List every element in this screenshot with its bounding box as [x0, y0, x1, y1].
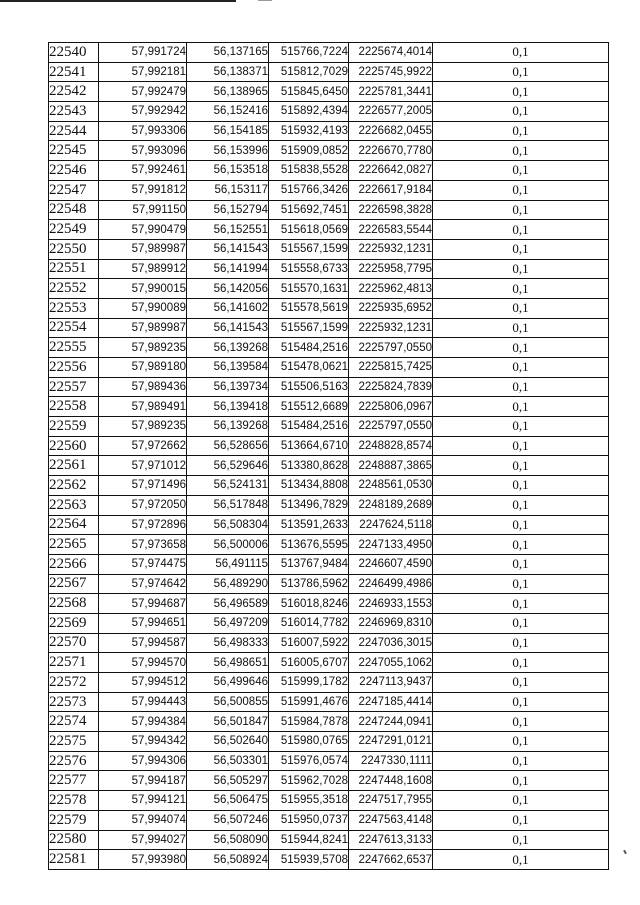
value-cell: 0,1 — [433, 436, 609, 456]
point-id-cell: 22555 — [49, 338, 99, 358]
table-row — [49, 633, 609, 653]
y-coordinate-cell: 2225806,0967 — [349, 397, 433, 417]
value-cell: 0,1 — [433, 298, 609, 318]
point-id-cell: 22552 — [49, 279, 99, 299]
x-coordinate-cell: 515909,0852 — [269, 141, 349, 161]
point-id-cell: 22580 — [49, 830, 99, 850]
longitude-cell: 56,153117 — [187, 180, 269, 200]
value-cell: 0,1 — [433, 180, 609, 200]
longitude-cell: 56,506475 — [187, 791, 269, 811]
point-id-cell: 22559 — [49, 417, 99, 437]
latitude-cell: 57,989180 — [99, 358, 187, 378]
longitude-cell: 56,505297 — [187, 771, 269, 791]
y-coordinate-cell: 2225797,0550 — [349, 417, 433, 437]
y-coordinate-cell: 2225932,1231 — [349, 318, 433, 338]
value-cell: 0,1 — [433, 633, 609, 653]
y-coordinate-cell: 2246499,4986 — [349, 574, 433, 594]
point-id-cell: 22576 — [49, 751, 99, 771]
latitude-cell: 57,994187 — [99, 771, 187, 791]
table-row — [49, 62, 609, 82]
point-id-cell: 22572 — [49, 673, 99, 693]
y-coordinate-cell: 2225815,7425 — [349, 358, 433, 378]
x-coordinate-cell: 515506,5163 — [269, 377, 349, 397]
y-coordinate-cell: 2225674,4014 — [349, 43, 433, 63]
y-coordinate-cell: 2247662,6537 — [349, 850, 433, 870]
longitude-cell: 56,496589 — [187, 594, 269, 614]
x-coordinate-cell: 513664,6710 — [269, 436, 349, 456]
value-cell: 0,1 — [433, 239, 609, 259]
longitude-cell: 56,501847 — [187, 712, 269, 732]
top-border-line — [0, 0, 236, 2]
value-cell: 0,1 — [433, 771, 609, 791]
latitude-cell: 57,992942 — [99, 102, 187, 122]
y-coordinate-cell: 2247330,1111 — [349, 751, 433, 771]
value-cell: 0,1 — [433, 732, 609, 752]
y-coordinate-cell: 2248189,2689 — [349, 495, 433, 515]
table-row — [49, 397, 609, 417]
point-id-cell: 22566 — [49, 554, 99, 574]
table-row — [49, 554, 609, 574]
x-coordinate-cell: 515692,7451 — [269, 200, 349, 220]
value-cell: 0,1 — [433, 121, 609, 141]
y-coordinate-cell: 2226583,5544 — [349, 220, 433, 240]
x-coordinate-cell: 515999,1782 — [269, 673, 349, 693]
longitude-cell: 56,139418 — [187, 397, 269, 417]
y-coordinate-cell: 2225797,0550 — [349, 338, 433, 358]
point-id-cell: 22564 — [49, 515, 99, 535]
latitude-cell: 57,994587 — [99, 633, 187, 653]
longitude-cell: 56,503301 — [187, 751, 269, 771]
x-coordinate-cell: 515478,0621 — [269, 358, 349, 378]
value-cell: 0,1 — [433, 810, 609, 830]
value-cell: 0,1 — [433, 850, 609, 870]
point-id-cell: 22558 — [49, 397, 99, 417]
longitude-cell: 56,153518 — [187, 161, 269, 181]
latitude-cell: 57,994570 — [99, 653, 187, 673]
value-cell: 0,1 — [433, 279, 609, 299]
latitude-cell: 57,992479 — [99, 82, 187, 102]
point-id-cell: 22571 — [49, 653, 99, 673]
point-id-cell: 22550 — [49, 239, 99, 259]
longitude-cell: 56,491115 — [187, 554, 269, 574]
y-coordinate-cell: 2225958,7795 — [349, 259, 433, 279]
latitude-cell: 57,994074 — [99, 810, 187, 830]
point-id-cell: 22549 — [49, 220, 99, 240]
value-cell: 0,1 — [433, 397, 609, 417]
point-id-cell: 22547 — [49, 180, 99, 200]
top-border-mark — [258, 0, 272, 1]
value-cell: 0,1 — [433, 495, 609, 515]
x-coordinate-cell: 515939,5708 — [269, 850, 349, 870]
x-coordinate-cell: 515570,1631 — [269, 279, 349, 299]
table-row — [49, 692, 609, 712]
value-cell: 0,1 — [433, 43, 609, 63]
value-cell: 0,1 — [433, 456, 609, 476]
latitude-cell: 57,992461 — [99, 161, 187, 181]
latitude-cell: 57,993306 — [99, 121, 187, 141]
value-cell: 0,1 — [433, 200, 609, 220]
value-cell: 0,1 — [433, 830, 609, 850]
longitude-cell: 56,138965 — [187, 82, 269, 102]
x-coordinate-cell: 516018,8246 — [269, 594, 349, 614]
table-row — [49, 338, 609, 358]
point-id-cell: 22570 — [49, 633, 99, 653]
value-cell: 0,1 — [433, 535, 609, 555]
x-coordinate-cell: 515838,5528 — [269, 161, 349, 181]
x-coordinate-cell: 515484,2516 — [269, 338, 349, 358]
latitude-cell: 57,974475 — [99, 554, 187, 574]
latitude-cell: 57,994443 — [99, 692, 187, 712]
point-id-cell: 22553 — [49, 298, 99, 318]
point-id-cell: 22546 — [49, 161, 99, 181]
latitude-cell: 57,993096 — [99, 141, 187, 161]
latitude-cell: 57,991812 — [99, 180, 187, 200]
value-cell: 0,1 — [433, 62, 609, 82]
x-coordinate-cell: 515766,3426 — [269, 180, 349, 200]
x-coordinate-cell: 515512,6689 — [269, 397, 349, 417]
y-coordinate-cell: 2226577,2005 — [349, 102, 433, 122]
value-cell: 0,1 — [433, 613, 609, 633]
longitude-cell: 56,508304 — [187, 515, 269, 535]
longitude-cell: 56,152794 — [187, 200, 269, 220]
value-cell: 0,1 — [433, 338, 609, 358]
latitude-cell: 57,994512 — [99, 673, 187, 693]
y-coordinate-cell: 2225932,1231 — [349, 239, 433, 259]
point-id-cell: 22556 — [49, 358, 99, 378]
longitude-cell: 56,141994 — [187, 259, 269, 279]
point-id-cell: 22569 — [49, 613, 99, 633]
y-coordinate-cell: 2247613,3133 — [349, 830, 433, 850]
table-row — [49, 141, 609, 161]
y-coordinate-cell: 2248828,8574 — [349, 436, 433, 456]
longitude-cell: 56,507246 — [187, 810, 269, 830]
y-coordinate-cell: 2226670,7780 — [349, 141, 433, 161]
latitude-cell: 57,992181 — [99, 62, 187, 82]
table-row — [49, 161, 609, 181]
point-id-cell: 22579 — [49, 810, 99, 830]
y-coordinate-cell: 2225781,3441 — [349, 82, 433, 102]
y-coordinate-cell: 2225935,6952 — [349, 298, 433, 318]
latitude-cell: 57,990015 — [99, 279, 187, 299]
longitude-cell: 56,502640 — [187, 732, 269, 752]
point-id-cell: 22548 — [49, 200, 99, 220]
table-row — [49, 43, 609, 63]
scan-mark — [623, 850, 627, 854]
point-id-cell: 22565 — [49, 535, 99, 555]
value-cell: 0,1 — [433, 712, 609, 732]
latitude-cell: 57,971496 — [99, 476, 187, 496]
x-coordinate-cell: 515984,7878 — [269, 712, 349, 732]
x-coordinate-cell: 515976,0574 — [269, 751, 349, 771]
table-row — [49, 712, 609, 732]
x-coordinate-cell: 515578,5619 — [269, 298, 349, 318]
latitude-cell: 57,994306 — [99, 751, 187, 771]
value-cell: 0,1 — [433, 220, 609, 240]
latitude-cell: 57,994342 — [99, 732, 187, 752]
value-cell: 0,1 — [433, 102, 609, 122]
table-row — [49, 318, 609, 338]
longitude-cell: 56,524131 — [187, 476, 269, 496]
table-row — [49, 358, 609, 378]
table-row — [49, 830, 609, 850]
table-row — [49, 751, 609, 771]
longitude-cell: 56,508924 — [187, 850, 269, 870]
latitude-cell: 57,991724 — [99, 43, 187, 63]
point-id-cell: 22581 — [49, 850, 99, 870]
value-cell: 0,1 — [433, 476, 609, 496]
y-coordinate-cell: 2225962,4813 — [349, 279, 433, 299]
table-row — [49, 220, 609, 240]
latitude-cell: 57,991150 — [99, 200, 187, 220]
longitude-cell: 56,517848 — [187, 495, 269, 515]
y-coordinate-cell: 2247055,1062 — [349, 653, 433, 673]
latitude-cell: 57,994687 — [99, 594, 187, 614]
point-id-cell: 22560 — [49, 436, 99, 456]
point-id-cell: 22551 — [49, 259, 99, 279]
table-row — [49, 436, 609, 456]
table-row — [49, 732, 609, 752]
value-cell: 0,1 — [433, 574, 609, 594]
x-coordinate-cell: 515955,3518 — [269, 791, 349, 811]
longitude-cell: 56,138371 — [187, 62, 269, 82]
y-coordinate-cell: 2226682,0455 — [349, 121, 433, 141]
y-coordinate-cell: 2248887,3865 — [349, 456, 433, 476]
x-coordinate-cell: 515950,0737 — [269, 810, 349, 830]
value-cell: 0,1 — [433, 141, 609, 161]
latitude-cell: 57,994027 — [99, 830, 187, 850]
table-row — [49, 653, 609, 673]
x-coordinate-cell: 513496,7829 — [269, 495, 349, 515]
longitude-cell: 56,141543 — [187, 318, 269, 338]
latitude-cell: 57,989235 — [99, 338, 187, 358]
value-cell: 0,1 — [433, 318, 609, 338]
x-coordinate-cell: 515962,7028 — [269, 771, 349, 791]
longitude-cell: 56,141543 — [187, 239, 269, 259]
x-coordinate-cell: 516014,7782 — [269, 613, 349, 633]
y-coordinate-cell: 2248561,0530 — [349, 476, 433, 496]
table-row — [49, 574, 609, 594]
table-row — [49, 673, 609, 693]
value-cell: 0,1 — [433, 554, 609, 574]
longitude-cell: 56,141602 — [187, 298, 269, 318]
point-id-cell: 22542 — [49, 82, 99, 102]
longitude-cell: 56,154185 — [187, 121, 269, 141]
x-coordinate-cell: 515892,4394 — [269, 102, 349, 122]
value-cell: 0,1 — [433, 791, 609, 811]
point-id-cell: 22557 — [49, 377, 99, 397]
x-coordinate-cell: 513676,5595 — [269, 535, 349, 555]
table-row — [49, 259, 609, 279]
table-row — [49, 121, 609, 141]
table-row — [49, 515, 609, 535]
y-coordinate-cell: 2226642,0827 — [349, 161, 433, 181]
table-row — [49, 377, 609, 397]
table-row — [49, 239, 609, 259]
longitude-cell: 56,528656 — [187, 436, 269, 456]
latitude-cell: 57,994651 — [99, 613, 187, 633]
table-row — [49, 771, 609, 791]
y-coordinate-cell: 2246607,4590 — [349, 554, 433, 574]
x-coordinate-cell: 513591,2633 — [269, 515, 349, 535]
y-coordinate-cell: 2247291,0121 — [349, 732, 433, 752]
table-row — [49, 535, 609, 555]
latitude-cell: 57,989912 — [99, 259, 187, 279]
point-id-cell: 22575 — [49, 732, 99, 752]
longitude-cell: 56,499646 — [187, 673, 269, 693]
table-row — [49, 279, 609, 299]
x-coordinate-cell: 515567,1599 — [269, 318, 349, 338]
y-coordinate-cell: 2247113,9437 — [349, 673, 433, 693]
latitude-cell: 57,994121 — [99, 791, 187, 811]
latitude-cell: 57,989436 — [99, 377, 187, 397]
y-coordinate-cell: 2247244,0941 — [349, 712, 433, 732]
x-coordinate-cell: 515991,4676 — [269, 692, 349, 712]
y-coordinate-cell: 2226617,9184 — [349, 180, 433, 200]
x-coordinate-cell: 513380,8628 — [269, 456, 349, 476]
coordinates-table — [48, 42, 609, 870]
x-coordinate-cell: 513786,5962 — [269, 574, 349, 594]
longitude-cell: 56,500006 — [187, 535, 269, 555]
table-row — [49, 200, 609, 220]
x-coordinate-cell: 513767,9484 — [269, 554, 349, 574]
value-cell: 0,1 — [433, 82, 609, 102]
y-coordinate-cell: 2247133,4950 — [349, 535, 433, 555]
point-id-cell: 22573 — [49, 692, 99, 712]
longitude-cell: 56,500855 — [187, 692, 269, 712]
x-coordinate-cell: 516007,5922 — [269, 633, 349, 653]
latitude-cell: 57,990479 — [99, 220, 187, 240]
longitude-cell: 56,139584 — [187, 358, 269, 378]
longitude-cell: 56,139734 — [187, 377, 269, 397]
table-row — [49, 82, 609, 102]
point-id-cell: 22554 — [49, 318, 99, 338]
latitude-cell: 57,972896 — [99, 515, 187, 535]
value-cell: 0,1 — [433, 259, 609, 279]
x-coordinate-cell: 515484,2516 — [269, 417, 349, 437]
y-coordinate-cell: 2247624,5118 — [349, 515, 433, 535]
x-coordinate-cell: 513434,8808 — [269, 476, 349, 496]
table-row — [49, 810, 609, 830]
latitude-cell: 57,974642 — [99, 574, 187, 594]
latitude-cell: 57,990089 — [99, 298, 187, 318]
value-cell: 0,1 — [433, 653, 609, 673]
table-row — [49, 180, 609, 200]
latitude-cell: 57,989987 — [99, 239, 187, 259]
latitude-cell: 57,989235 — [99, 417, 187, 437]
value-cell: 0,1 — [433, 417, 609, 437]
point-id-cell: 22544 — [49, 121, 99, 141]
value-cell: 0,1 — [433, 594, 609, 614]
point-id-cell: 22578 — [49, 791, 99, 811]
table-row — [49, 791, 609, 811]
value-cell: 0,1 — [433, 673, 609, 693]
y-coordinate-cell: 2247036,3015 — [349, 633, 433, 653]
longitude-cell: 56,139268 — [187, 417, 269, 437]
x-coordinate-cell: 515618,0569 — [269, 220, 349, 240]
x-coordinate-cell: 516005,6707 — [269, 653, 349, 673]
latitude-cell: 57,971012 — [99, 456, 187, 476]
longitude-cell: 56,529646 — [187, 456, 269, 476]
table-row — [49, 102, 609, 122]
x-coordinate-cell: 515558,6733 — [269, 259, 349, 279]
point-id-cell: 22562 — [49, 476, 99, 496]
longitude-cell: 56,139268 — [187, 338, 269, 358]
point-id-cell: 22540 — [49, 43, 99, 63]
value-cell: 0,1 — [433, 358, 609, 378]
y-coordinate-cell: 2247448,1608 — [349, 771, 433, 791]
longitude-cell: 56,152551 — [187, 220, 269, 240]
value-cell: 0,1 — [433, 515, 609, 535]
longitude-cell: 56,137165 — [187, 43, 269, 63]
x-coordinate-cell: 515812,7029 — [269, 62, 349, 82]
latitude-cell: 57,973658 — [99, 535, 187, 555]
value-cell: 0,1 — [433, 751, 609, 771]
longitude-cell: 56,498333 — [187, 633, 269, 653]
longitude-cell: 56,152416 — [187, 102, 269, 122]
x-coordinate-cell: 515766,7224 — [269, 43, 349, 63]
longitude-cell: 56,153996 — [187, 141, 269, 161]
latitude-cell: 57,989987 — [99, 318, 187, 338]
x-coordinate-cell: 515845,6450 — [269, 82, 349, 102]
x-coordinate-cell: 515567,1599 — [269, 239, 349, 259]
value-cell: 0,1 — [433, 692, 609, 712]
y-coordinate-cell: 2225745,9922 — [349, 62, 433, 82]
table-row — [49, 594, 609, 614]
table-row — [49, 417, 609, 437]
y-coordinate-cell: 2247185,4414 — [349, 692, 433, 712]
table-row — [49, 850, 609, 870]
longitude-cell: 56,489290 — [187, 574, 269, 594]
x-coordinate-cell: 515932,4193 — [269, 121, 349, 141]
x-coordinate-cell: 515944,8241 — [269, 830, 349, 850]
longitude-cell: 56,508090 — [187, 830, 269, 850]
point-id-cell: 22541 — [49, 62, 99, 82]
longitude-cell: 56,142056 — [187, 279, 269, 299]
latitude-cell: 57,972662 — [99, 436, 187, 456]
value-cell: 0,1 — [433, 377, 609, 397]
point-id-cell: 22561 — [49, 456, 99, 476]
x-coordinate-cell: 515980,0765 — [269, 732, 349, 752]
longitude-cell: 56,497209 — [187, 613, 269, 633]
y-coordinate-cell: 2225824,7839 — [349, 377, 433, 397]
y-coordinate-cell: 2246969,8310 — [349, 613, 433, 633]
y-coordinate-cell: 2247517,7955 — [349, 791, 433, 811]
y-coordinate-cell: 2247563,4148 — [349, 810, 433, 830]
latitude-cell: 57,994384 — [99, 712, 187, 732]
table-row — [49, 476, 609, 496]
point-id-cell: 22545 — [49, 141, 99, 161]
point-id-cell: 22577 — [49, 771, 99, 791]
y-coordinate-cell: 2226598,3828 — [349, 200, 433, 220]
longitude-cell: 56,498651 — [187, 653, 269, 673]
table-row — [49, 456, 609, 476]
point-id-cell: 22567 — [49, 574, 99, 594]
latitude-cell: 57,989491 — [99, 397, 187, 417]
table-row — [49, 613, 609, 633]
latitude-cell: 57,972050 — [99, 495, 187, 515]
table-row — [49, 298, 609, 318]
latitude-cell: 57,993980 — [99, 850, 187, 870]
coordinates-table-body — [49, 43, 609, 870]
y-coordinate-cell: 2246933,1553 — [349, 594, 433, 614]
point-id-cell: 22568 — [49, 594, 99, 614]
point-id-cell: 22563 — [49, 495, 99, 515]
table-row — [49, 495, 609, 515]
value-cell: 0,1 — [433, 161, 609, 181]
point-id-cell: 22543 — [49, 102, 99, 122]
point-id-cell: 22574 — [49, 712, 99, 732]
